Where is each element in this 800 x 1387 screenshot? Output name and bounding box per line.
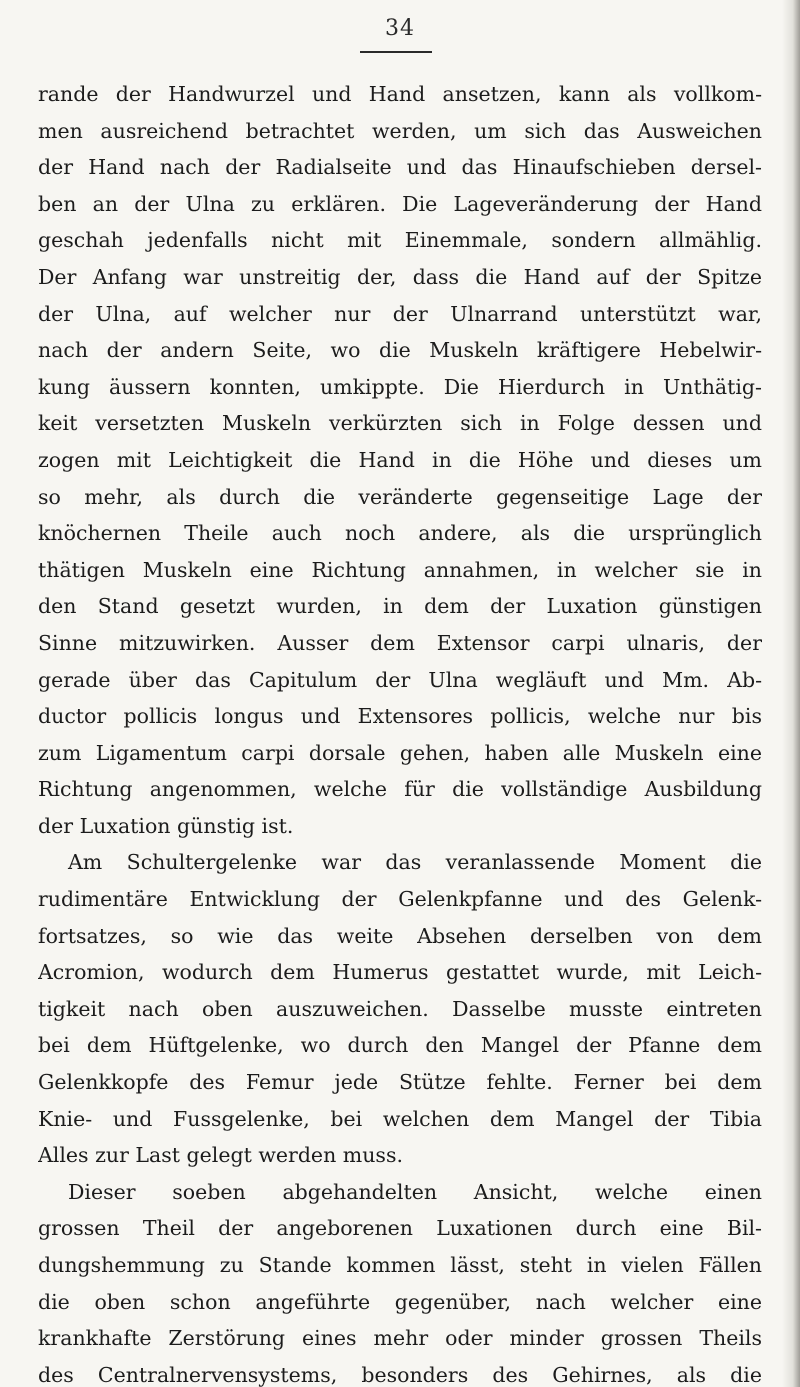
text-line: des Centralnervensystems, besonders des Gehirnes, als die xyxy=(38,1362,762,1387)
text-line: der Ulna, auf welcher nur der Ulnarrand unterstützt war, xyxy=(38,301,762,326)
page-number: 34 xyxy=(385,16,415,41)
text-line: geschah jedenfalls nicht mit Einemmale, sondern allmählig. xyxy=(38,228,762,253)
text-line: men ausreichend betrachtet werden, um sich das Ausweichen xyxy=(38,118,762,143)
body-text xyxy=(38,76,762,1387)
text-line: nach der andern Seite, wo die Muskeln kräftigere Hebelwir- xyxy=(38,338,762,363)
page-number-underline xyxy=(360,51,432,53)
text-line: die oben schon angeführte gegenüber, nach welcher eine xyxy=(38,1289,762,1314)
text-line: Richtung angenommen, welche für die vollständige Ausbildung xyxy=(38,777,762,802)
text-line: Sinne mitzuwirken. Ausser dem Extensor carpi ulnaris, der xyxy=(38,630,762,655)
text-line: der Luxation günstig ist. xyxy=(38,813,294,838)
text-line: krankhafte Zerstörung eines mehr oder minder grossen Theils xyxy=(38,1326,762,1351)
text-line: thätigen Muskeln eine Richtung annahmen, in welcher sie in xyxy=(38,557,762,582)
page-edge-shadow xyxy=(782,0,800,1387)
text-line: Gelenkkopfe des Femur jede Stütze fehlte. Ferner bei dem xyxy=(38,1070,762,1095)
text-line: Dieser soeben abgehandelten Ansicht, welche einen xyxy=(68,1179,762,1204)
text-line: dungshemmung zu Stande kommen lässt, steht in vielen Fällen xyxy=(38,1253,762,1277)
text-line: ben an der Ulna zu erklären. Die Lageveränderung der Hand xyxy=(38,191,762,216)
text-line: der Hand nach der Radialseite und das Hinaufschieben dersel- xyxy=(38,155,762,180)
text-line: Knie- und Fussgelenke, bei welchen dem Mangel der Tibia xyxy=(38,1106,762,1131)
text-line: tigkeit nach oben auszuweichen. Dasselbe musste eintreten xyxy=(38,996,762,1021)
text-line: so mehr, als durch die veränderte gegenseitige Lage der xyxy=(38,484,762,509)
text-line: Acromion, wodurch dem Humerus gestattet wurde, mit Leich- xyxy=(38,960,762,985)
text-line: knöchernen Theile auch noch andere, als die ursprünglich xyxy=(38,521,762,546)
text-line: keit versetzten Muskeln verkürzten sich in Folge dessen und xyxy=(38,411,762,436)
text-line: Der Anfang war unstreitig der, dass die Hand auf der Spitze xyxy=(38,264,762,289)
text-line: zogen mit Leichtigkeit die Hand in die Höhe und dieses um xyxy=(38,447,762,472)
text-line: grossen Theil der angeborenen Luxationen durch eine Bil- xyxy=(38,1216,762,1241)
text-line: Alles zur Last gelegt werden muss. xyxy=(38,1143,403,1168)
text-line: bei dem Hüftgelenke, wo durch den Mangel der Pfanne dem xyxy=(38,1033,762,1058)
text-line: ductor pollicis longus und Extensores pollicis, welche nur bis xyxy=(38,704,762,729)
text-line: kung äussern konnten, umkippte. Die Hierdurch in Unthätig- xyxy=(38,374,762,399)
text-line: rudimentäre Entwicklung der Gelenkpfanne und des Gelenk- xyxy=(38,887,762,912)
text-line: zum Ligamentum carpi dorsale gehen, haben alle Muskeln eine xyxy=(38,740,762,765)
text-line: rande der Handwurzel und Hand ansetzen, kann als vollkom- xyxy=(38,82,762,106)
text-line: gerade über das Capitulum der Ulna wegläuft und Mm. Ab- xyxy=(38,667,762,692)
text-line: fortsatzes, so wie das weite Absehen derselben von dem xyxy=(38,923,762,948)
text-line: Am Schultergelenke war das veranlassende Moment die xyxy=(68,850,762,875)
text-line: den Stand gesetzt wurden, in dem der Luxation günstigen xyxy=(38,594,762,619)
